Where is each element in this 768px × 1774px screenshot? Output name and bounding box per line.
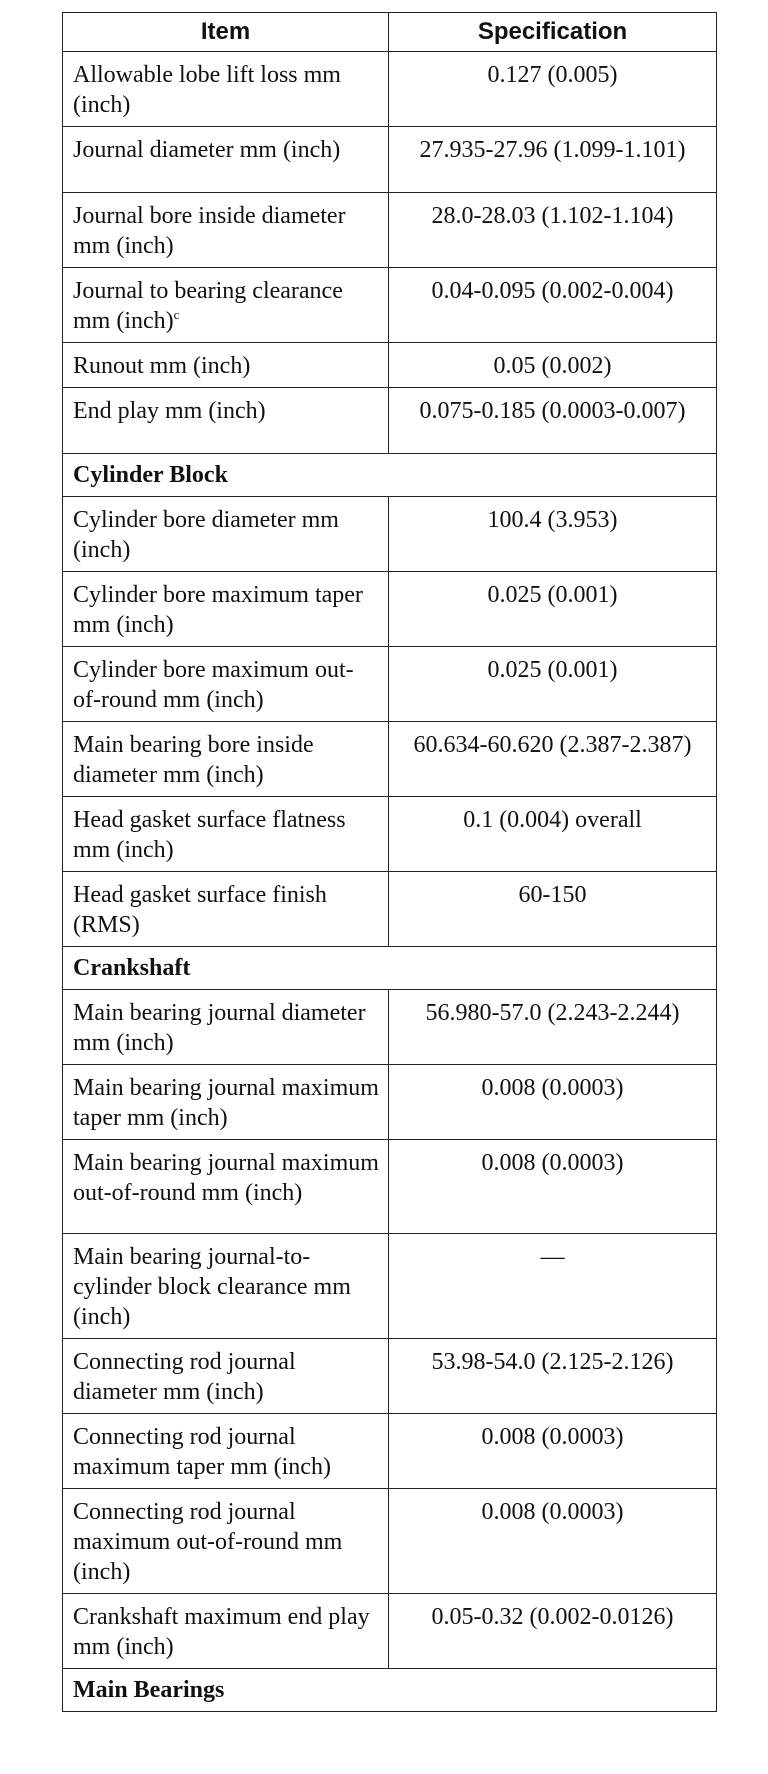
table-row [63,268,717,343]
table-row [63,388,717,454]
section-heading-crankshaft: Crankshaft [63,947,717,990]
table-row [63,1065,717,1140]
table-row [63,127,717,193]
item-cell: Main bearing journal diameter mm (inch) [63,990,389,1065]
table-row [63,193,717,268]
table-row [63,572,717,647]
item-cell: Connecting rod journal maximum taper mm (inch) [63,1414,389,1489]
item-cell: Head gasket surface flatness mm (inch) [63,797,389,872]
table-row [63,343,717,388]
item-cell: Journal bore inside diameter mm (inch) [63,193,389,268]
table-row [63,990,717,1065]
item-cell: Main bearing journal maximum out-of-round mm (inch) [63,1140,389,1234]
table-row [63,722,717,797]
table-row [63,872,717,947]
table-header-row [63,13,717,52]
spec-cell: 0.008 (0.0003) [389,1140,717,1234]
item-cell: Main bearing journal maximum taper mm (inch) [63,1065,389,1140]
spec-cell: 0.025 (0.001) [389,572,717,647]
spec-cell: 0.1 (0.004) overall [389,797,717,872]
item-cell: Cylinder bore maximum out-of-round mm (inch) [63,647,389,722]
table-row [63,497,717,572]
item-cell: Allowable lobe lift loss mm (inch) [63,52,389,127]
item-cell: Head gasket surface finish (RMS) [63,872,389,947]
spec-cell: 0.05 (0.002) [389,343,717,388]
item-text: Journal to bearing clearance mm (inch) [73,278,343,334]
spec-cell: 60-150 [389,872,717,947]
table-row [63,52,717,127]
footnote-marker: c [173,307,180,322]
spec-cell: 0.127 (0.005) [389,52,717,127]
spec-cell: 0.008 (0.0003) [389,1489,717,1594]
spec-cell: 0.025 (0.001) [389,647,717,722]
item-cell: Journal diameter mm (inch) [63,127,389,193]
table-row [63,1489,717,1594]
column-header-specification: Specification [389,13,717,52]
section-row [63,947,717,990]
section-heading-main-bearings: Main Bearings [63,1669,717,1712]
item-cell: Cylinder bore maximum taper mm (inch) [63,572,389,647]
item-cell: Main bearing journal-to-cylinder block clearance mm (inch) [63,1234,389,1339]
spec-cell: 56.980-57.0 (2.243-2.244) [389,990,717,1065]
section-heading-cylinder-block: Cylinder Block [63,454,717,497]
column-header-item: Item [63,13,389,52]
spec-cell: 60.634-60.620 (2.387-2.387) [389,722,717,797]
spec-cell: 0.008 (0.0003) [389,1414,717,1489]
item-cell: Crankshaft maximum end play mm (inch) [63,1594,389,1669]
spec-cell: 0.008 (0.0003) [389,1065,717,1140]
spec-cell: 100.4 (3.953) [389,497,717,572]
spec-cell: 0.05-0.32 (0.002-0.0126) [389,1594,717,1669]
spec-cell: 0.075-0.185 (0.0003-0.007) [389,388,717,454]
table-row [63,647,717,722]
section-row [63,1669,717,1712]
table-body [63,52,717,1712]
table-row [63,1140,717,1234]
spec-cell: 28.0-28.03 (1.102-1.104) [389,193,717,268]
item-cell: Connecting rod journal diameter mm (inch) [63,1339,389,1414]
table-row [63,1414,717,1489]
spec-cell: 0.04-0.095 (0.002-0.004) [389,268,717,343]
item-cell: End play mm (inch) [63,388,389,454]
spec-cell: 53.98-54.0 (2.125-2.126) [389,1339,717,1414]
table-row [63,1594,717,1669]
item-cell: Runout mm (inch) [63,343,389,388]
specification-table [62,12,717,1712]
item-cell: Cylinder bore diameter mm (inch) [63,497,389,572]
item-cell: Main bearing bore inside diameter mm (inch) [63,722,389,797]
spec-cell: — [389,1234,717,1339]
spec-cell: 27.935-27.96 (1.099-1.101) [389,127,717,193]
item-cell [63,268,389,343]
table-row [63,1339,717,1414]
item-cell: Connecting rod journal maximum out-of-round mm (inch) [63,1489,389,1594]
section-row [63,454,717,497]
table-row [63,797,717,872]
table-row [63,1234,717,1339]
